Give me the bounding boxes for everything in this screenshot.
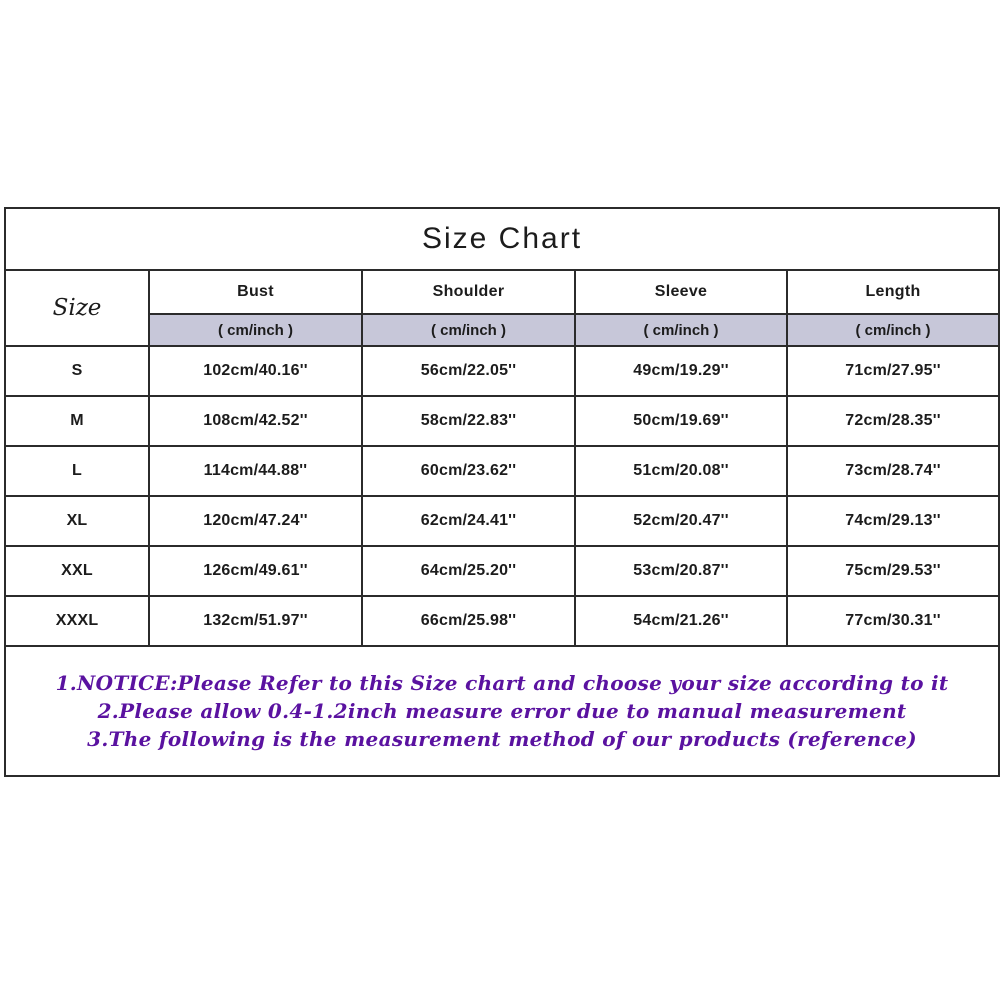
column-header-sleeve: Sleeve bbox=[575, 270, 787, 314]
length-value: 71cm/27.95'' bbox=[787, 346, 999, 396]
sleeve-value: 53cm/20.87'' bbox=[575, 546, 787, 596]
bust-value: 132cm/51.97'' bbox=[149, 596, 362, 646]
size-label: XXXL bbox=[5, 596, 149, 646]
size-label: M bbox=[5, 396, 149, 446]
notice-block bbox=[5, 646, 999, 776]
bust-value: 120cm/47.24'' bbox=[149, 496, 362, 546]
bust-value: 126cm/49.61'' bbox=[149, 546, 362, 596]
notice-line-1: 1.NOTICE:Please Refer to this Size chart and choose your size according to it bbox=[55, 671, 949, 695]
column-header-length: Length bbox=[787, 270, 999, 314]
table-row-xxl bbox=[5, 546, 999, 596]
page-title: Size Chart bbox=[5, 208, 999, 270]
table-row-xl bbox=[5, 496, 999, 546]
bust-value: 102cm/40.16'' bbox=[149, 346, 362, 396]
title-row bbox=[5, 208, 999, 270]
bust-value: 114cm/44.88'' bbox=[149, 446, 362, 496]
table-row-l bbox=[5, 446, 999, 496]
table-row-xxxl bbox=[5, 596, 999, 646]
size-label: XXL bbox=[5, 546, 149, 596]
notice-line-2: 2.Please allow 0.4-1.2inch measure error due to manual measurement bbox=[97, 699, 907, 723]
size-column-header: Size bbox=[5, 270, 149, 346]
notice-row bbox=[5, 646, 999, 776]
size-label: XL bbox=[5, 496, 149, 546]
sleeve-value: 51cm/20.08'' bbox=[575, 446, 787, 496]
table-row-m bbox=[5, 396, 999, 446]
length-value: 75cm/29.53'' bbox=[787, 546, 999, 596]
length-value: 74cm/29.13'' bbox=[787, 496, 999, 546]
shoulder-value: 58cm/22.83'' bbox=[362, 396, 575, 446]
unit-label-bust: ( cm/inch ) bbox=[149, 314, 362, 346]
table-row-s bbox=[5, 346, 999, 396]
length-value: 73cm/28.74'' bbox=[787, 446, 999, 496]
sleeve-value: 52cm/20.47'' bbox=[575, 496, 787, 546]
bust-value: 108cm/42.52'' bbox=[149, 396, 362, 446]
unit-label-sleeve: ( cm/inch ) bbox=[575, 314, 787, 346]
size-chart-table bbox=[4, 207, 1000, 777]
sleeve-value: 54cm/21.26'' bbox=[575, 596, 787, 646]
length-value: 77cm/30.31'' bbox=[787, 596, 999, 646]
unit-label-shoulder: ( cm/inch ) bbox=[362, 314, 575, 346]
shoulder-value: 62cm/24.41'' bbox=[362, 496, 575, 546]
unit-row bbox=[5, 314, 999, 346]
shoulder-value: 56cm/22.05'' bbox=[362, 346, 575, 396]
column-header-bust: Bust bbox=[149, 270, 362, 314]
column-header-shoulder: Shoulder bbox=[362, 270, 575, 314]
column-header-row bbox=[5, 270, 999, 314]
shoulder-value: 66cm/25.98'' bbox=[362, 596, 575, 646]
size-label: L bbox=[5, 446, 149, 496]
sleeve-value: 50cm/19.69'' bbox=[575, 396, 787, 446]
shoulder-value: 64cm/25.20'' bbox=[362, 546, 575, 596]
size-label: S bbox=[5, 346, 149, 396]
sleeve-value: 49cm/19.29'' bbox=[575, 346, 787, 396]
unit-label-length: ( cm/inch ) bbox=[787, 314, 999, 346]
length-value: 72cm/28.35'' bbox=[787, 396, 999, 446]
shoulder-value: 60cm/23.62'' bbox=[362, 446, 575, 496]
notice-line-3: 3.The following is the measurement method of our products (reference) bbox=[87, 727, 917, 751]
